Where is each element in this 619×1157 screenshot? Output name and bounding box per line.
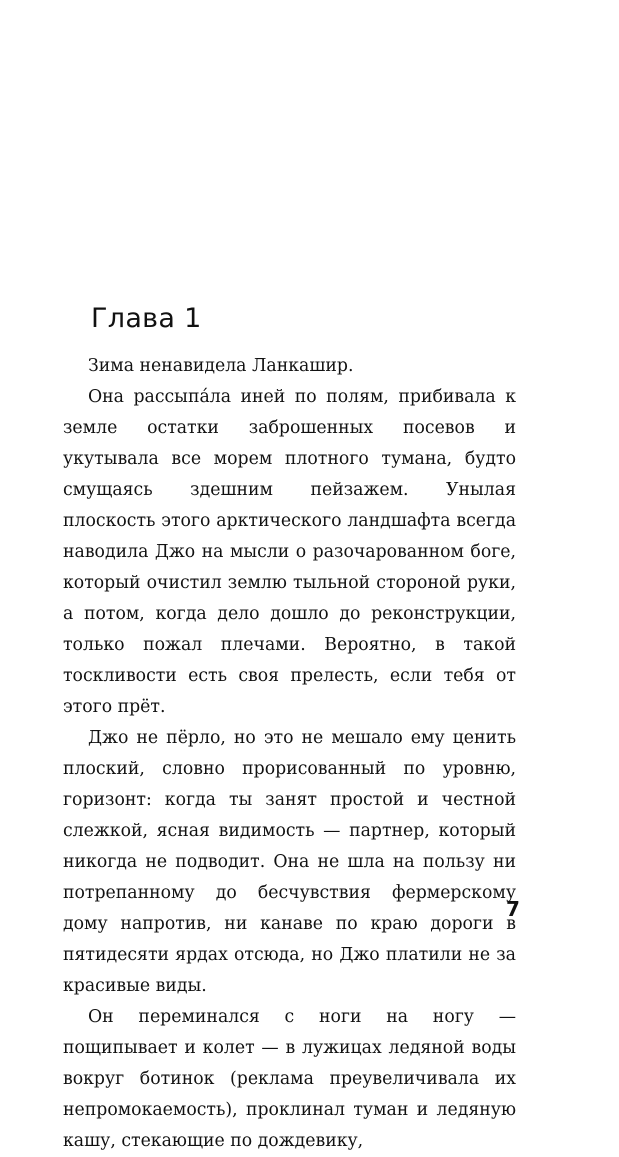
chapter-title: Глава 1: [91, 303, 202, 334]
paragraph: Зима ненавидела Ланкашир.: [88, 356, 354, 376]
paragraph: Джо не пёрло, но это не мешало ему ценить плоский, словно прорисованный по уровню, горизонт: когда ты занят простой и честной слежкой, ясная видимость — партнер, который никогда не подводит. Она не шла на пользу ни потрепанному до бесчувствия фермерскому дому напротив, ни канаве по краю дороги в пятидесяти ярдах отсюда, но Джо платили не за красивые виды.: [63, 728, 516, 996]
body-text: [63, 351, 516, 1157]
paragraph: Она рассыпа́ла иней по полям, прибивала к земле остатки заброшенных посевов и укутывала все морем плотного тумана, будто смущаясь здешним пейзажем. Унылая плоскость этого арктического ландшафта всегда наводила Джо на мысли о разочарованном боге, который очистил землю тыльной стороной руки, а потом, когда дело дошло до реконструкции, только пожал плечами. Вероятно, в такой тоскливости есть своя прелесть, если тебя от этого прёт.: [63, 387, 516, 717]
page-number: 7: [506, 897, 520, 921]
paragraph: Он переминался с ноги на ногу — пощипывает и колет — в лужицах ледяной воды вокруг ботинок (реклама преувеличивала их непромокаемость), проклинал туман и ледяную кашу, стекающие по дождевику,: [63, 1007, 516, 1151]
